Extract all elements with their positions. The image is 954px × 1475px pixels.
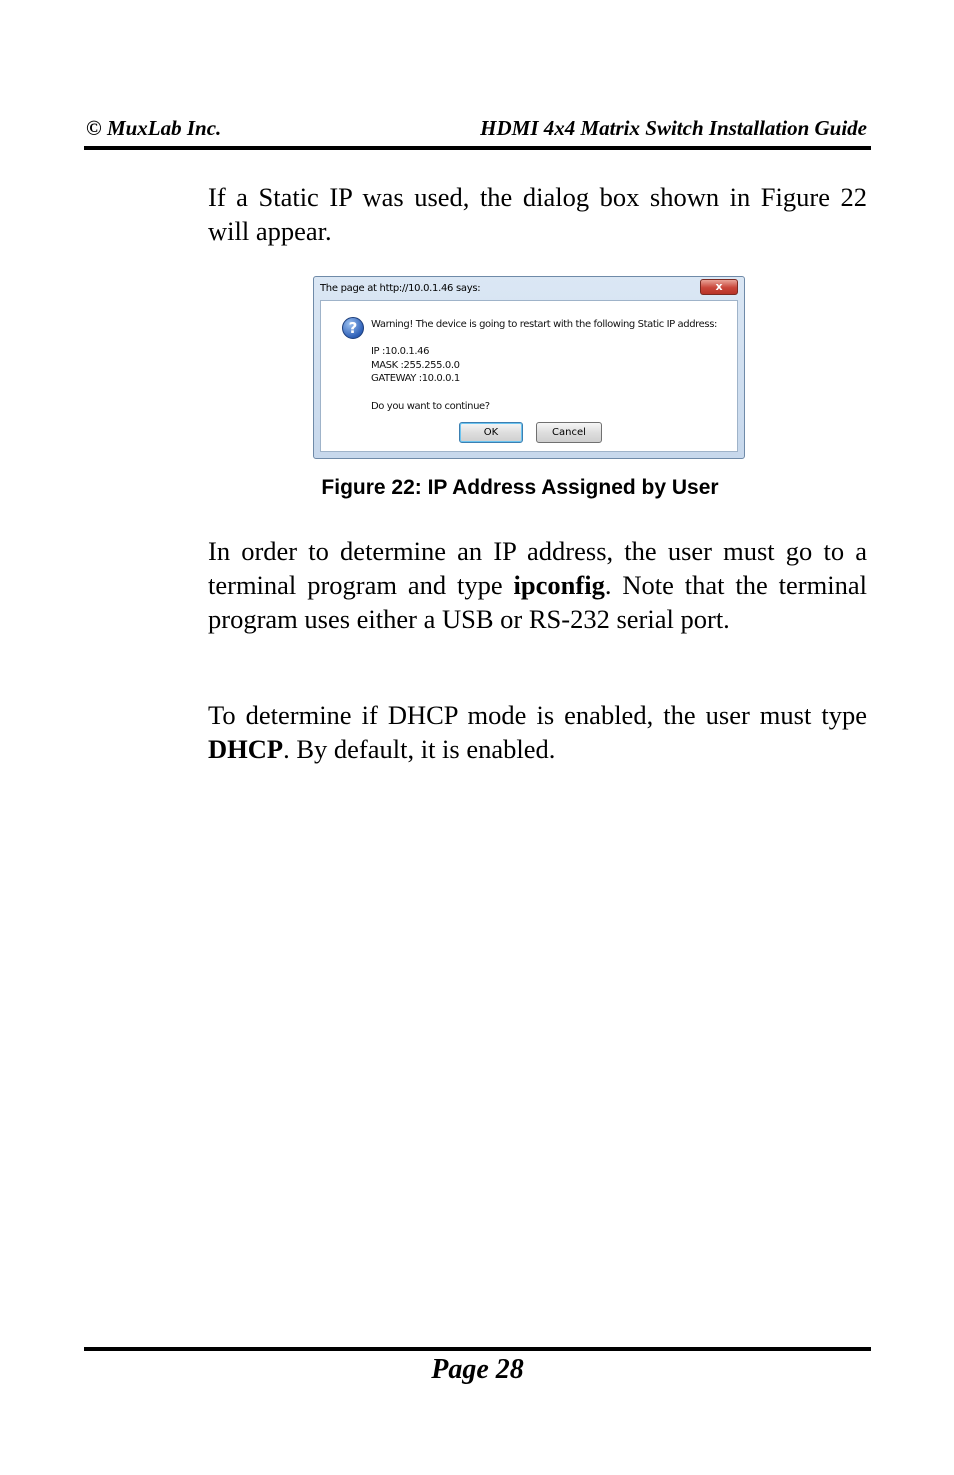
para2-text-end: . Note that the terminal program uses either a USB or RS-232 serial port.	[208, 570, 867, 634]
dialog-warning-text: Warning! The device is going to restart with the following Static IP address:	[371, 319, 718, 330]
alert-dialog	[313, 276, 745, 459]
para3-text-start: To determine if DHCP mode is enabled, the user must type	[208, 700, 867, 730]
ipconfig-command: ipconfig	[513, 570, 605, 600]
header-copyright: © MuxLab Inc.	[86, 116, 222, 140]
dialog-body	[320, 300, 738, 452]
cancel-button[interactable]: Cancel	[536, 422, 602, 443]
dialog-mask-text: MASK :255.255.0.0	[371, 360, 460, 371]
footer-rule	[84, 1347, 871, 1351]
page-number: Page 28	[431, 1354, 524, 1385]
dialog-ip-text: IP :10.0.1.46	[371, 346, 430, 357]
header-guide-title: HDMI 4x4 Matrix Switch Installation Guide	[480, 116, 867, 140]
dialog-close-button[interactable]: x	[700, 279, 738, 295]
dialog-title: The page at http://10.0.1.46 says:	[320, 283, 481, 294]
para3-text-end: . By default, it is enabled.	[283, 734, 556, 764]
intro-paragraph: If a Static IP was used, the dialog box shown in Figure 22 will appear.	[208, 182, 867, 246]
para2-text-start: In order to determine an IP address, the user must go to a terminal program and type	[208, 536, 867, 600]
question-icon: ?	[342, 317, 364, 339]
ipconfig-paragraph	[208, 534, 867, 636]
page-header	[84, 116, 870, 146]
ok-button[interactable]: OK	[459, 422, 523, 443]
dhcp-paragraph	[208, 698, 867, 766]
header-rule	[84, 146, 871, 150]
dhcp-command: DHCP	[208, 734, 284, 764]
dialog-gateway-text: GATEWAY :10.0.0.1	[371, 373, 460, 384]
figure-caption: Figure 22: IP Address Assigned by User	[321, 476, 719, 499]
dialog-question-text: Do you want to continue?	[371, 401, 490, 412]
